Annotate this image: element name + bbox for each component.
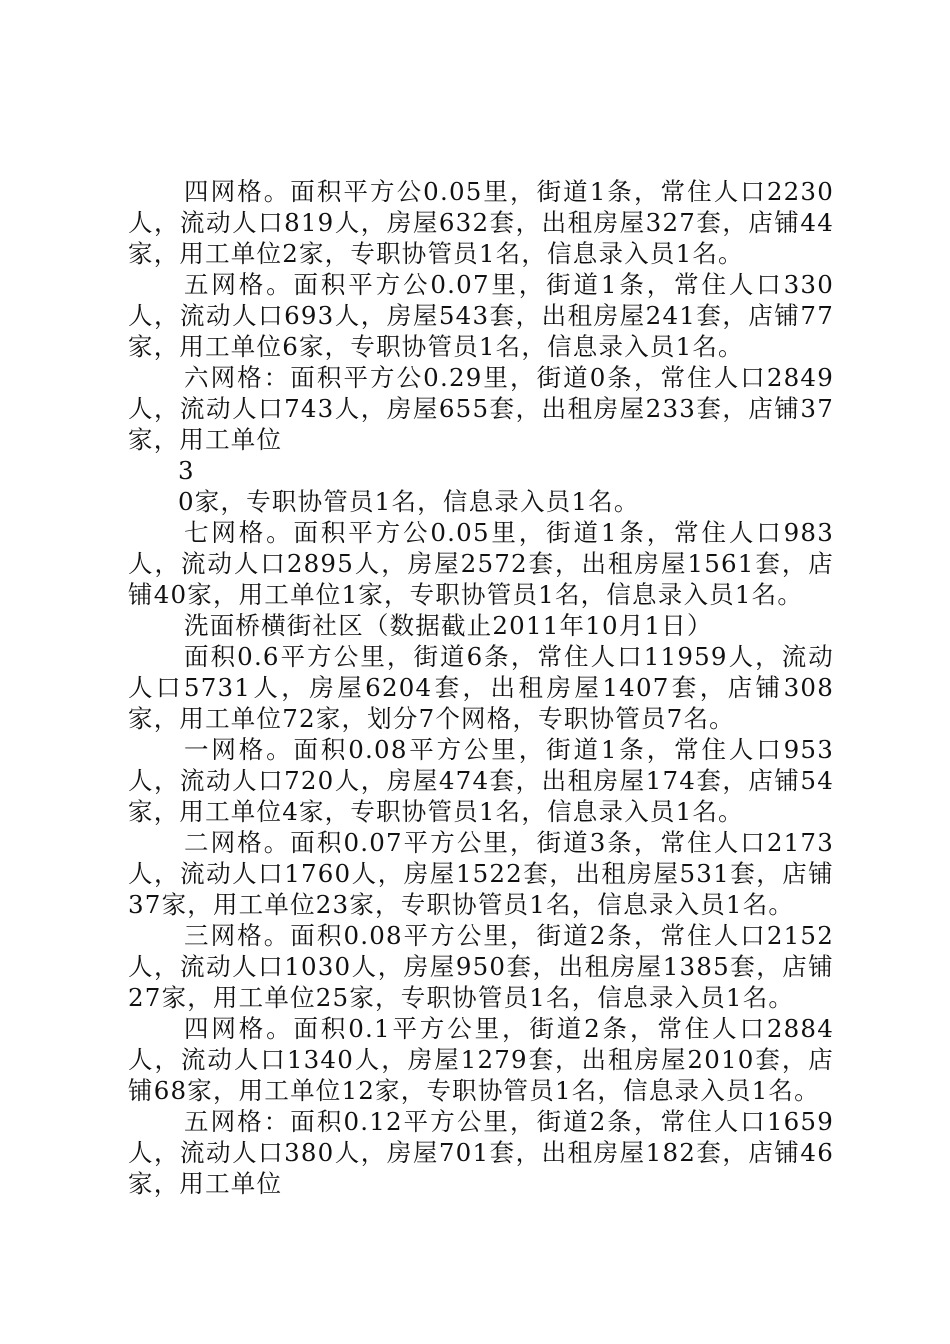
paragraph-continuation: 0家，专职协管员1名，信息录入员1名。 xyxy=(178,487,640,516)
paragraph-community-grid-4: 四网格。面积0.1平方公里，街道2条，常住人口2884人，流动人口1340人，房屋1279套，出租房屋2010套，店铺68家，用工单位12家，专职协管员1名，信息录入员1名。 xyxy=(128,1014,834,1105)
paragraph-community-grid-3: 三网格。面积0.08平方公里，街道2条，常住人口2152人，流动人口1030人，房屋950套，出租房屋1385套，店铺27家，用工单位25家，专职协管员1名，信息录入员1名。 xyxy=(128,921,834,1012)
paragraph-grid-7: 七网格。面积平方公0.05里，街道1条，常住人口983人，流动人口2895人，房屋2572套，出租房屋1561套，店铺40家，用工单位1家，专职协管员1名，信息录入员1名。 xyxy=(128,518,834,609)
paragraph-community-summary: 面积0.6平方公里，街道6条，常住人口11959人，流动人口5731人，房屋6204套，出租房屋1407套，店铺308家，用工单位72家，划分7个网格，专职协管员7名。 xyxy=(128,642,834,733)
document-page xyxy=(128,176,834,1199)
section-heading-community: 洗面桥横街社区（数据截止2011年10月1日） xyxy=(184,611,713,640)
paragraph-grid-4: 四网格。面积平方公0.05里，街道1条，常住人口2230人，流动人口819人，房屋632套，出租房屋327套，店铺44家，用工单位2家，专职协管员1名，信息录入员1名。 xyxy=(128,177,834,268)
paragraph-grid-6: 六网格：面积平方公0.29里，街道0条，常住人口2849人，流动人口743人，房屋655套，出租房屋233套，店铺37家，用工单位 xyxy=(128,363,834,454)
page-number: 3 xyxy=(178,456,195,485)
paragraph-grid-5: 五网格。面积平方公0.07里，街道1条，常住人口330人，流动人口693人，房屋543套，出租房屋241套，店铺77家，用工单位6家，专职协管员1名，信息录入员1名。 xyxy=(128,270,834,361)
paragraph-community-grid-2: 二网格。面积0.07平方公里，街道3条，常住人口2173人，流动人口1760人，房屋1522套，出租房屋531套，店铺37家，用工单位23家，专职协管员1名，信息录入员1名。 xyxy=(128,828,834,919)
paragraph-community-grid-1: 一网格。面积0.08平方公里，街道1条，常住人口953人，流动人口720人，房屋474套，出租房屋174套，店铺54家，用工单位4家，专职协管员1名，信息录入员1名。 xyxy=(128,735,834,826)
paragraph-community-grid-5: 五网格：面积0.12平方公里，街道2条，常住人口1659人，流动人口380人，房屋701套，出租房屋182套，店铺46家，用工单位 xyxy=(128,1107,834,1198)
